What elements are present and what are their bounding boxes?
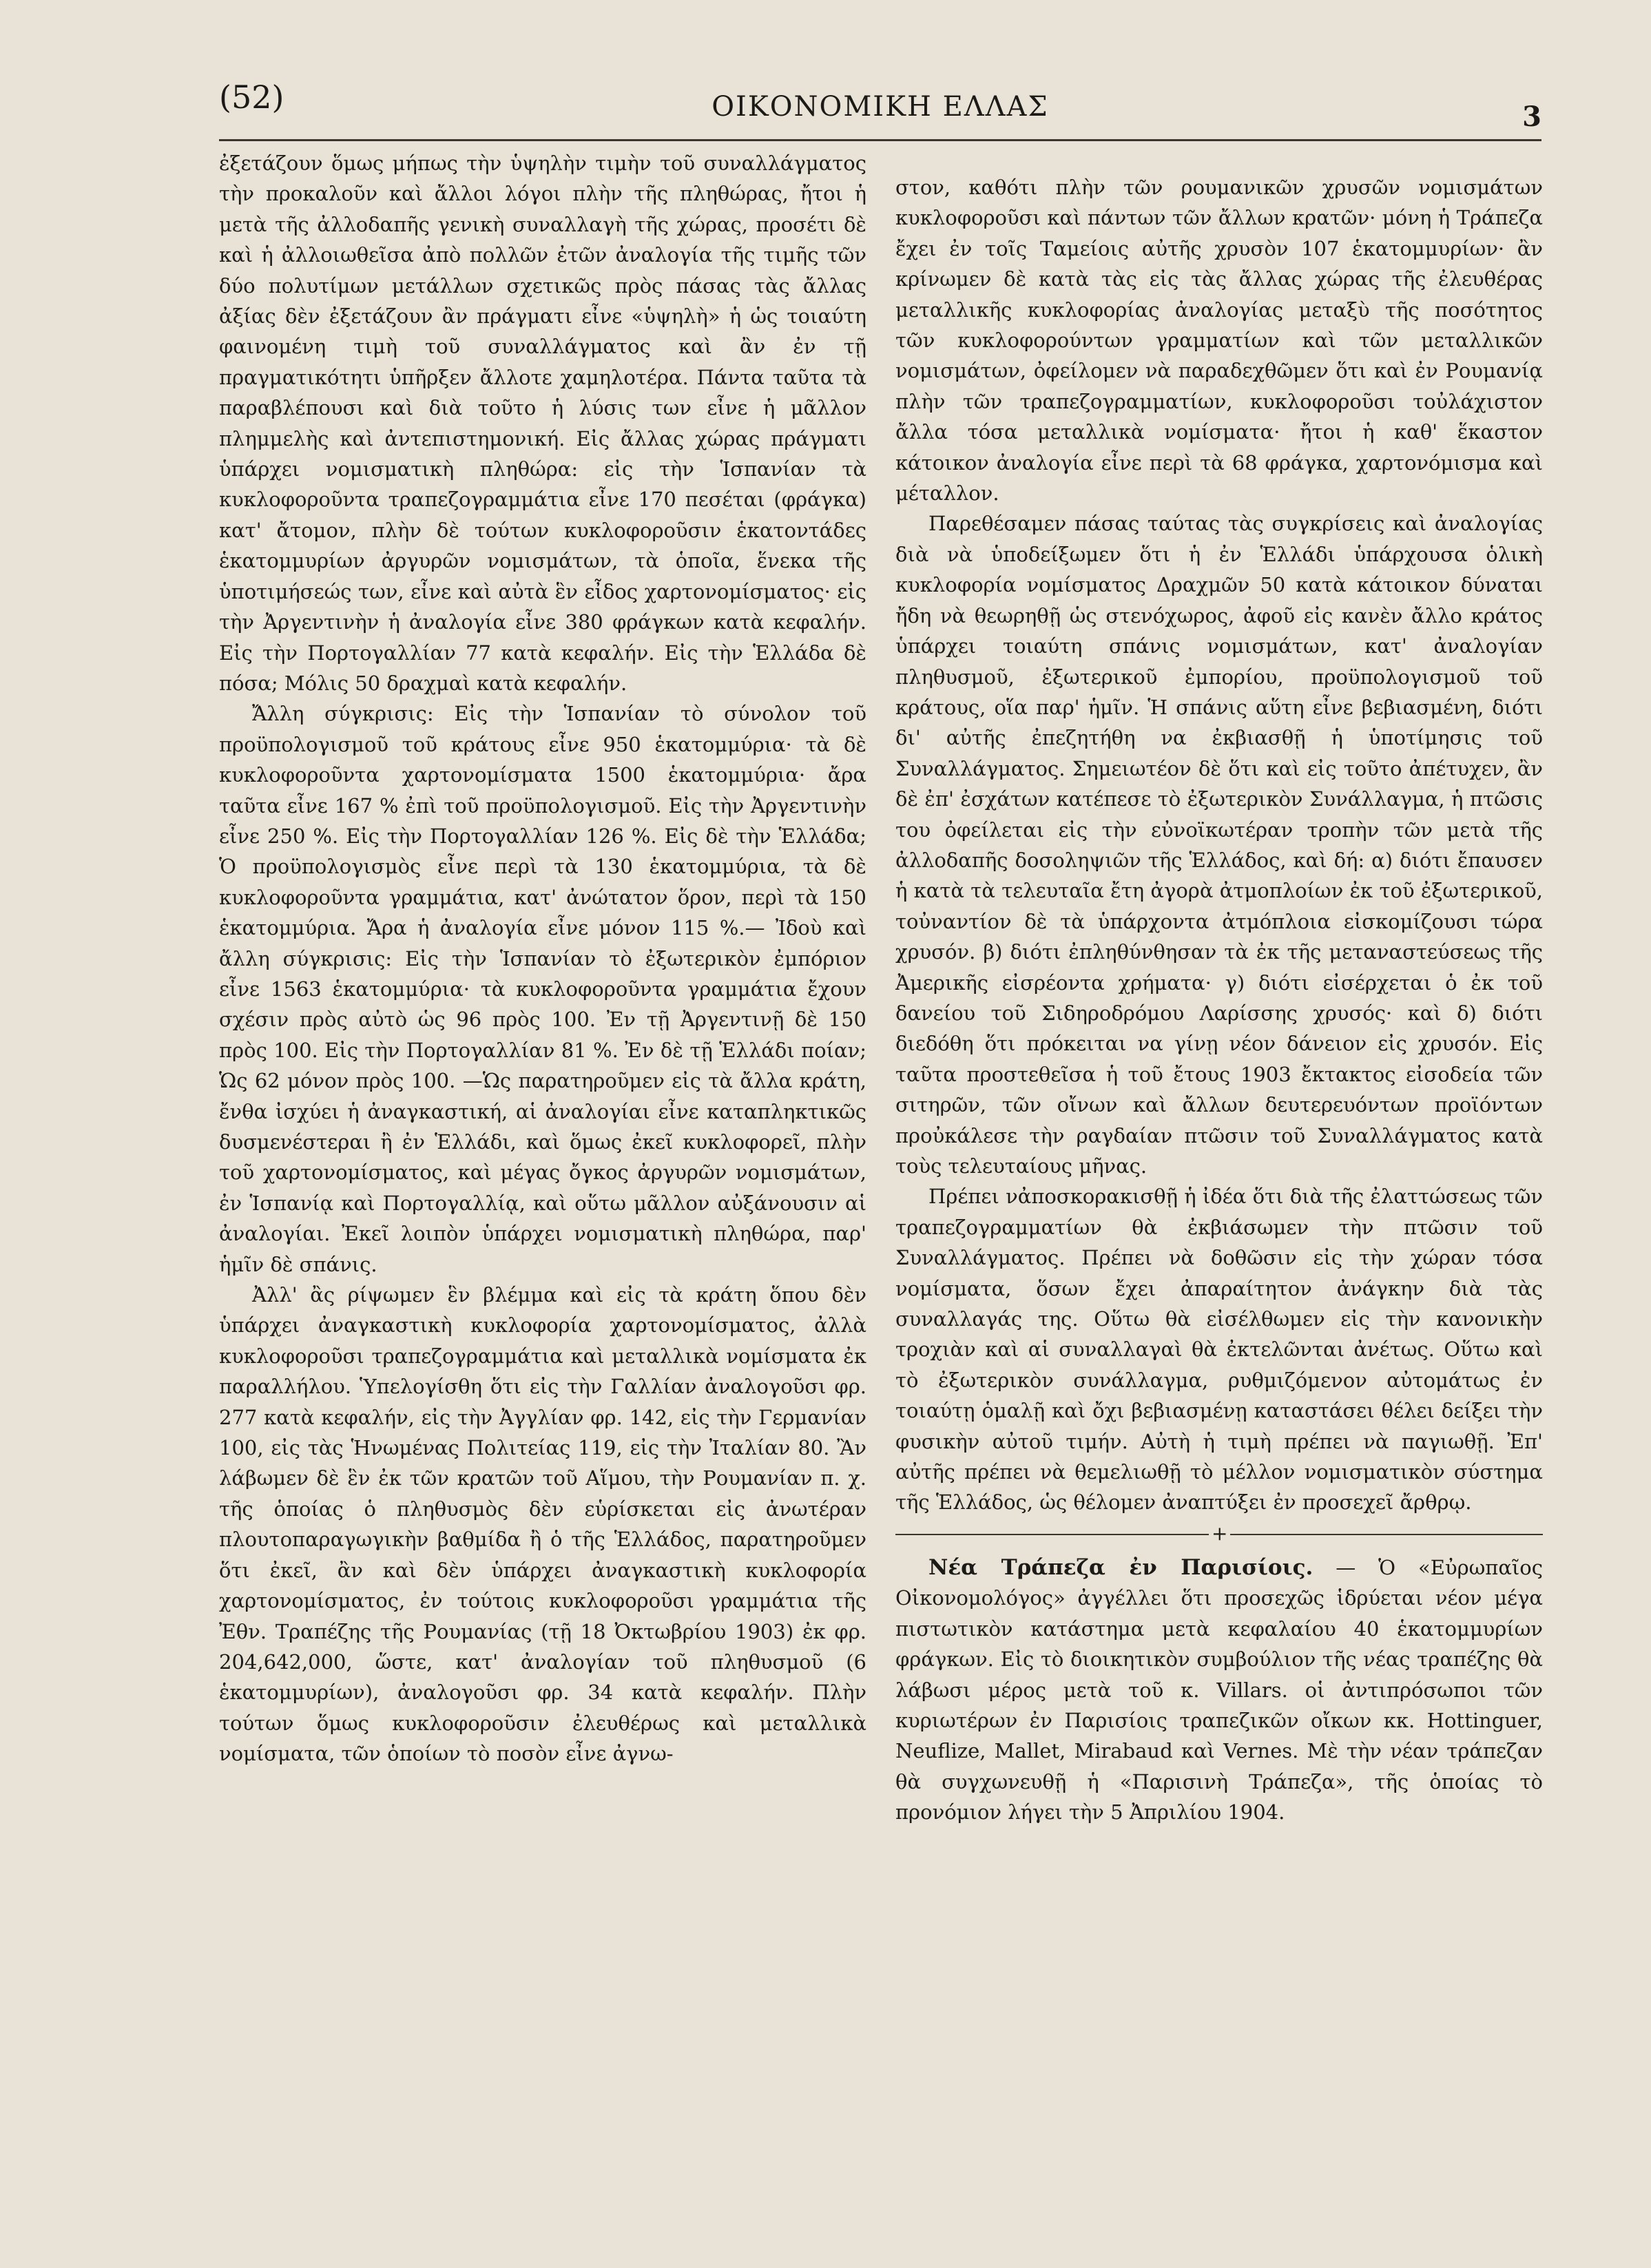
header-rule xyxy=(219,139,1541,141)
news-body: — Ὁ «Εὐρωπαῖος Οἰκονομολόγος» ἀγγέλλει ὅτι προσεχῶς ἱδρύεται νέον μέγα πιστωτικὸν κατάστημα μετὰ κεφαλαίου 40 ἑκατομμυρίων φράγκων. Εἰς τὸ διοικητικὸν συμβούλιον τῆς νέας τραπέζης θὰ λάβωσι μέρος μετὰ τοῦ κ. Villars. οἱ ἀντιπρόσωποι τῶν κυριωτέρων ἐν Παρισίοις τραπεζικῶν οἴκων κκ. Hottinguer, Neuflize, Mallet, Mirabaud καὶ Vernes. Μὲ τὴν νέαν τράπεζαν θὰ συγχωνευθῇ ἡ «Παρισινὴ Τράπεζα», τῆς ὁποίας τὸ προνόμιον λήγει τὴν 5 Ἀπριλίου 1904. xyxy=(895,1555,1544,1824)
section-separator xyxy=(895,1523,1543,1544)
news-title: Νέα Τράπεζα ἐν Παρισίοις. xyxy=(928,1554,1313,1580)
paragraph: στον, καθότι πλὴν τῶν ρουμανικῶν χρυσῶν νομισμάτων κυκλοφοροῦσι καὶ πάντων τῶν ἄλλων κρατῶν· μόνη ἡ Τράπεζα ἔχει ἐν τοῖς Ταμείοις αὐτῆς χρυσὸν 107 ἑκατομμυρίων· ἂν κρίνωμεν δὲ κατὰ τὰς εἰς τὰς ἄλλας χώρας τῆς ἐλευθέρας μεταλλικῆς κυκλοφορίας ἀναλογίας μεταξὺ τῆς ποσότητος τῶν κυκλοφορούντων γραμματίων καὶ τῶν μεταλλικῶν νομισμάτων, ὀφείλομεν νὰ παραδεχθῶμεν ὅτι καὶ ἐν Ρουμανίᾳ πλὴν τῶν τραπεζογραμματίων, κυκλοφοροῦσι τοὐλάχιστον ἄλλα τόσα μεταλλικὰ νομίσματα· ἤτοι ἡ καθ' ἕκαστον κάτοικον ἀναλογία εἶνε περὶ τὰ 68 φράγκα, χαρτονόμισμα καὶ μέταλλον. xyxy=(895,176,1543,506)
page-number: 3 xyxy=(1522,101,1541,133)
left-column xyxy=(219,148,866,1769)
separator-mark: + xyxy=(1209,1523,1230,1544)
paragraph: Πρέπει νἀποσκορακισθῇ ἡ ἰδέα ὅτι διὰ τῆς ἐλαττώσεως τῶν τραπεζογραμματίων θὰ ἐκβιάσωμεν τὴν πτῶσιν τοῦ Συναλλάγματος. Πρέπει νὰ δοθῶσιν εἰς τὴν χώραν τόσα νομίσματα, ὅσων ἔχει ἀπαραίτητον ἀνάγκην διὰ τὰς συναλλαγάς της. Οὕτω θὰ εἰσέλθωμεν εἰς τὴν κανονικὴν τροχιὰν καὶ αἱ συναλλαγαὶ θὰ ἐκτελῶνται ἀνέτως. Οὕτω καὶ τὸ ἐξωτερικὸν συνάλλαγμα, ρυθμιζόμενον αὐτομάτως ἐν τοιαύτῃ ὁμαλῇ καὶ ὄχι βεβιασμένῃ καταστάσει θέλει δείξει τὴν φυσικὴν αὐτοῦ τιμήν. Αὐτὴ ἡ τιμὴ πρέπει νὰ παγιωθῇ. Ἐπ' αὐτῆς πρέπει νὰ θεμελιωθῇ τὸ μέλλον νομισματικὸν σύστημα τῆς Ἑλλάδος, ὡς θέλομεν ἀναπτύξει ἐν προσεχεῖ ἄρθρῳ. xyxy=(895,1185,1543,1515)
issue-page-number: (52) xyxy=(219,79,284,116)
journal-title: ΟΙΚΟΝΟΜΙΚΗ ΕΛΛΑΣ xyxy=(712,91,1049,123)
paragraph: Ἀλλ' ἂς ρίψωμεν ἓν βλέμμα καὶ εἰς τὰ κράτη ὅπου δὲν ὑπάρχει ἀναγκαστικὴ κυκλοφορία χαρτονομίσματος, ἀλλὰ κυκλοφοροῦσι τραπεζογραμμάτια καὶ μεταλλικὰ νομίσματα ἐκ παραλλήλου. Ὑπελογίσθη ὅτι εἰς τὴν Γαλλίαν ἀναλογοῦσι φρ. 277 κατὰ κεφαλήν, εἰς τὴν Ἀγγλίαν φρ. 142, εἰς τὴν Γερμανίαν 100, εἰς τὰς Ἡνωμένας Πολιτείας 119, εἰς τὴν Ἰταλίαν 80. Ἂν λάβωμεν δὲ ἓν ἐκ τῶν κρατῶν τοῦ Αἵμου, τὴν Ρουμανίαν π. χ. τῆς ὁποίας ὁ πληθυσμὸς δὲν εὑρίσκεται εἰς ἀνωτέραν πλουτοπαραγωγικὴν βαθμίδα ἢ ὁ τῆς Ἑλλάδος, παρατηροῦμεν ὅτι ἐκεῖ, ἂν καὶ δὲν ὑπάρχει ἀναγκαστικὴ κυκλοφορία χαρτονομίσματος, ἐν τούτοις κυκλοφοροῦσι γραμμάτια τῆς Ἐθν. Τραπέζης τῆς Ρουμανίας (τῇ 18 Ὀκτωβρίου 1903) ἐκ φρ. 204,642,000, ὥστε, κατ' ἀναλογίαν τοῦ πληθυσμοῦ (6 ἑκατομμυρίων), ἀναλογοῦσι φρ. 34 κατὰ κεφαλήν. Πλὴν τούτων ὅμως κυκλοφοροῦσιν ἐλευθέρως καὶ μεταλλικὰ νομίσματα, τῶν ὁποίων τὸ ποσὸν εἶνε ἀγνω- xyxy=(219,1283,866,1766)
paragraph: Παρεθέσαμεν πάσας ταύτας τὰς συγκρίσεις καὶ ἀναλογίας διὰ νὰ ὑποδείξωμεν ὅτι ἡ ἐν Ἑλλάδι ὑπάρχουσα ὁλικὴ κυκλοφορία νομίσματος Δραχμῶν 50 κατὰ κάτοικον δύναται ἤδη νὰ θεωρηθῇ ὡς στενόχωρος, ἀφοῦ εἰς κανὲν ἄλλο κράτος ὑπάρχει τοιαύτη σπάνις νομισμάτων, κατ' ἀναλογίαν πληθυσμοῦ, ἐξωτερικοῦ ἐμπορίου, προϋπολογισμοῦ τοῦ κράτους, οἵα παρ' ἡμῖν. Ἡ σπάνις αὕτη εἶνε βεβιασμένη, διότι δι' αὐτῆς ἐπεζητήθη να ἐκβιασθῇ ἡ ὑποτίμησις τοῦ Συναλλάγματος. Σημειωτέον δὲ ὅτι καὶ εἰς τοῦτο ἀπέτυχεν, ἂν δὲ ἐπ' ἐσχάτων κατέπεσε τὸ ἐξωτερικὸν Συνάλλαγμα, ἡ πτῶσις του ὀφείλεται εἰς τὴν εὐνοϊκωτέραν τροπὴν τῶν μετὰ τῆς ἀλλοδαπῆς δοσοληψιῶν τῆς Ἑλλάδος, καὶ δή: α) διότι ἔπαυσεν ἡ κατὰ τὰ τελευταῖα ἔτη ἀγορὰ ἀτμοπλοίων ἐκ τοῦ ἐξωτερικοῦ, τοὐναντίον δὲ τὰ ὑπάρχοντα ἀτμόπλοια εἰσκομίζουσι τώρα χρυσόν. β) διότι ἐπληθύνθησαν τὰ ἐκ τῆς μεταναστεύσεως τῆς Ἀμερικῆς εἰσρέοντα χρήματα· γ) διότι εἰσέρχεται ὁ ἐκ τοῦ δανείου τοῦ Σιδηροδρόμου Λαρίσσης χρυσός· καὶ δ) διότι διεδόθη ὅτι πρόκειται να γίνῃ νέον δάνειον εἰς χρυσόν. Εἰς ταῦτα προστεθεῖσα ἡ τοῦ ἔτους 1903 ἔκτακτος εἰσοδεία τῶν σιτηρῶν, τῶν οἴνων καὶ ἄλλων δευτερευόντων προϊόντων προὐκάλεσε τὴν ραγδαίαν πτῶσιν τοῦ Συναλλάγματος κατὰ τοὺς τελευταίους μῆνας. xyxy=(895,512,1543,1178)
news-item xyxy=(895,1552,1543,1828)
right-column xyxy=(895,172,1543,1828)
paragraph: ἐξετάζουν ὅμως μήπως τὴν ὑψηλὴν τιμὴν τοῦ συναλλάγματος τὴν προκαλοῦν καὶ ἄλλοι λόγοι πλὴν τῆς πληθώρας, ἤτοι ἡ μετὰ τῆς ἀλλοδαπῆς γενικὴ συναλλαγὴ τῆς χώρας, προσέτι δὲ καὶ ἡ ἀλλοιωθεῖσα ἀπὸ πολλῶν ἐτῶν ἀναλογία τῆς τιμῆς τῶν δύο πολυτίμων μετάλλων σχετικῶς πρὸς πάσας τὰς ἄλλας ἀξίας δὲν ἐξετάζουν ἂν πράγματι εἶνε «ὑψηλὴ» ἡ ὡς τοιαύτη φαινομένη τιμὴ τοῦ συναλλάγματος καὶ ἂν ἐν τῇ πραγματικότητι ὑπῆρξεν ἄλλοτε χαμηλοτέρα. Πάντα ταῦτα τὰ παραβλέπουσι καὶ διὰ τοῦτο ἡ λύσις των εἶνε ἡ μᾶλλον πλημμελὴς καὶ ἀντεπιστημονική. Εἰς ἄλλας χώρας πράγματι ὑπάρχει νομισματικὴ πληθώρα: εἰς τὴν Ἱσπανίαν τὰ κυκλοφοροῦντα τραπεζογραμμάτια εἶνε 170 πεσέται (φράγκα) κατ' ἄτομον, πλὴν δὲ τούτων κυκλοφοροῦσιν ἑκατοντάδες ἑκατομμυρίων ἀργυρῶν νομισμάτων, τὰ ὁποῖα, ἕνεκα τῆς ὑποτιμήσεώς των, εἶνε καὶ αὐτὰ ἓν εἶδος χαρτονομίσματος· εἰς τὴν Ἀργεντινὴν ἡ ἀναλογία εἶνε 380 φράγκων κατὰ κεφαλήν. Εἰς τὴν Πορτογαλλίαν 77 κατὰ κεφαλήν. Εἰς τὴν Ἑλλάδα δὲ πόσα; Μόλις 50 δραχμαὶ κατὰ κεφαλήν. xyxy=(219,152,866,695)
page-header xyxy=(219,76,1541,131)
paragraph: Ἄλλη σύγκρισις: Εἰς τὴν Ἱσπανίαν τὸ σύνολον τοῦ προϋπολογισμοῦ τοῦ κράτους εἶνε 950 ἑκατομμύρια· τὰ δὲ κυκλοφοροῦντα χαρτονομίσματα 1500 ἑκατομμύρια· ἄρα ταῦτα εἶνε 167 % ἐπὶ τοῦ προϋπολογισμοῦ. Εἰς τὴν Ἀργεντινὴν εἶνε 250 %. Εἰς τὴν Πορτογαλλίαν 126 %. Εἰς δὲ τὴν Ἑλλάδα; Ὁ προϋπολογισμὸς εἶνε περὶ τὰ 130 ἑκατομμύρια, τὰ δὲ κυκλοφοροῦντα γραμμάτια, κατ' ἀνώτατον ὅρον, περὶ τὰ 150 ἑκατομμύρια. Ἄρα ἡ ἀναλογία εἶνε μόνον 115 %.— Ἰδοὺ καὶ ἄλλη σύγκρισις: Εἰς τὴν Ἱσπανίαν τὸ ἐξωτερικὸν ἐμπόριον εἶνε 1563 ἑκατομμύρια· τὰ κυκλοφοροῦντα γραμμάτια ἔχουν σχέσιν πρὸς αὐτὸ ὡς 96 πρὸς 100. Ἐν τῇ Ἀργεντινῇ δὲ 150 πρὸς 100. Εἰς τὴν Πορτογαλλίαν 81 %. Ἐν δὲ τῇ Ἑλλάδι ποίαν; Ὡς 62 μόνον πρὸς 100. —Ὡς παρατηροῦμεν εἰς τὰ ἄλλα κράτη, ἔνθα ἰσχύει ἡ ἀναγκαστική, αἱ ἀναλογίαι εἶνε καταπληκτικῶς δυσμενέστεραι ἢ ἐν Ἑλλάδι, καὶ ὅμως ἐκεῖ κυκλοφορεῖ, πλὴν τοῦ χαρτονομίσματος, καὶ μέγας ὄγκος ἀργυρῶν νομισμάτων, ἐν Ἱσπανίᾳ καὶ Πορτογαλλίᾳ, καὶ οὕτω μᾶλλον αὐξάνουσιν αἱ ἀναλογίαι. Ἐκεῖ λοιπὸν ὑπάρχει νομισματικὴ πληθώρα, παρ' ἡμῖν δὲ σπάνις. xyxy=(219,702,866,1276)
